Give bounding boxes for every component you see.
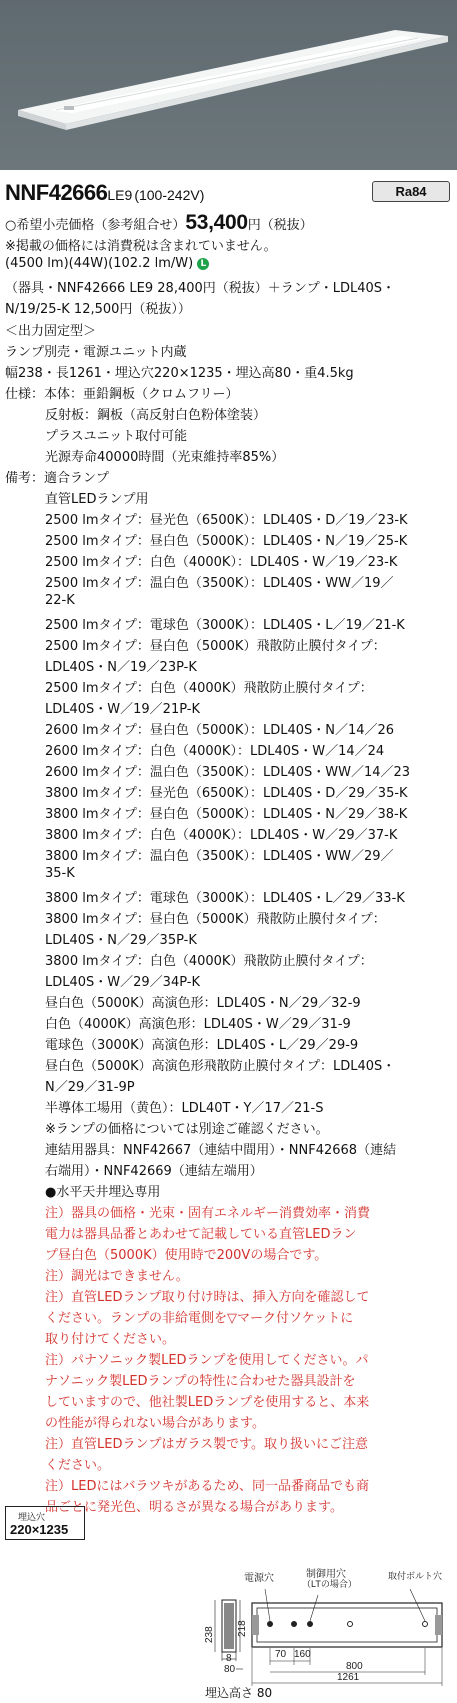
output-type: ＜出力固定型＞: [5, 324, 97, 339]
lamp-line: 3800 lmタイプ：昼光色（6500K）：LDL40S・D／29／35-K: [45, 786, 408, 801]
caution-note: ナソニック製LEDランプの特性に合わせた器具設計を: [45, 1374, 356, 1389]
caution-note: 取り付けてください。: [45, 1332, 176, 1347]
caution-note: 電力は器具品番とあわせて記載している直管LEDラン: [45, 1227, 357, 1242]
lamp-line: 半導体工場用（黄色）：LDL40T・Y／17／21-S: [45, 1101, 324, 1116]
performance-values: (4500 lm)(44W)(102.2 lm/W): [5, 256, 194, 271]
price-value: 53,400: [185, 211, 248, 234]
dim-160: 160: [294, 1649, 311, 1660]
dim-70: 70: [275, 1649, 287, 1660]
performance-specs: [5, 256, 209, 271]
lamp-line: 2500 lmタイプ：昼光色（6500K）：LDL40S・D／19／23-K: [45, 513, 408, 528]
voltage: (100-242V): [134, 187, 205, 203]
caution-note: していますので、他社製LEDランプを使用すると、本来: [45, 1395, 370, 1410]
embed-height-value: 80: [256, 1686, 273, 1700]
lamp-line: 2500 lmタイプ：温白色（3500K）：LDL40S・WW／19／: [45, 576, 394, 591]
lamp-line: 電球色（3000K）高演色形：LDL40S・L／29／29-9: [45, 1038, 359, 1053]
model-suffix: LE9: [107, 187, 133, 203]
leaf-icon: L: [197, 258, 209, 270]
spec-line: 備考：適合ランプ: [5, 471, 110, 486]
lamp-line: LDL40S・N／29／35P-K: [45, 933, 197, 948]
caution-note: 品ごとに発光色、明るさが異なる場合があります。: [45, 1500, 343, 1515]
bolt-hole-label: 取付ボルト穴: [388, 1571, 443, 1581]
price-unit: 円（税抜）: [247, 218, 313, 233]
model-code: NNF42666: [5, 180, 108, 205]
spec-line: 光源寿命40000時間（光束維持率85%）: [45, 450, 285, 465]
caution-note: の性能が得られない場合があります。: [45, 1416, 265, 1431]
lamp-line: 直管LEDランプ用: [45, 492, 149, 507]
lamp-line: 3800 lmタイプ：白色（4000K）飛散防止膜付タイプ：: [45, 954, 373, 969]
caution-note: プ昼白色（5000K）使用時で200Vの場合です。: [45, 1248, 328, 1263]
lamp-line: 2500 lmタイプ：白色（4000K）：LDL40S・W／19／23-K: [45, 555, 398, 570]
product-photo: [0, 0, 457, 170]
lamp-line: 3800 lmタイプ：電球色（3000K）：LDL40S・L／29／33-K: [45, 891, 405, 906]
lamp-line: 昼白色（5000K）高演色形：LDL40S・N／29／32-9: [45, 996, 361, 1011]
cutout-box: [5, 1506, 85, 1540]
model-number: [5, 180, 204, 206]
caution-note: 注）パナソニック製LEDランプを使用してください。パ: [45, 1353, 369, 1368]
embed-height: [205, 1684, 272, 1701]
price-breakdown-2: N/19/25-K 12,500円（税抜））: [5, 302, 191, 317]
ceiling-only: ●水平天井埋込専用: [45, 1185, 161, 1200]
caution-note: 注）直管LEDランプ取り付け時は、挿入方向を確認して: [45, 1290, 370, 1305]
lamp-line: 白色（4000K）高演色形：LDL40S・W／29／31-9: [45, 1017, 351, 1032]
lamp-line: 2500 lmタイプ：白色（4000K）飛散防止膜付タイプ：: [45, 681, 373, 696]
lamp-line: N／29／31-9P: [45, 1080, 135, 1095]
lamp-line: 昼白色（5000K）高演色形飛散防止膜付タイプ：LDL40S・: [45, 1059, 396, 1074]
price-label: ○希望小売価格（参考組合せ）: [5, 218, 186, 233]
lamp-line: LDL40S・N／19／23P-K: [45, 660, 197, 675]
control-hole-label: 制御用穴: [306, 1569, 346, 1580]
spec-line: 仕様：本体：亜鉛鋼板（クロムフリー）: [5, 387, 239, 402]
lamp-line: 2500 lmタイプ：昼白色（5000K）飛散防止膜付タイプ：: [45, 639, 386, 654]
ra-badge: Ra84: [372, 181, 450, 202]
lamp-line: 35-K: [45, 866, 75, 881]
linked-fixtures: 連結用器具：NNF42667（連結中間用）・NNF42668（連結: [45, 1143, 397, 1158]
caution-note: 注）器具の価格・光束・固有エネルギー消費効率・消費: [45, 1206, 371, 1221]
lamp-line: 2600 lmタイプ：昼白色（5000K）：LDL40S・N／14／26: [45, 723, 395, 738]
caution-note: ください。: [45, 1458, 111, 1473]
price-row: [5, 211, 313, 235]
dim-1261: 1261: [337, 1672, 360, 1683]
tax-note: ※掲載の価格には消費税は含まれていません。: [5, 239, 277, 254]
lamp-line: 3800 lmタイプ：昼白色（5000K）飛散防止膜付タイプ：: [45, 912, 386, 927]
lamp-line: 3800 lmタイプ：昼白色（5000K）：LDL40S・N／29／38-K: [45, 807, 408, 822]
spec-line: 幅238・長1261・埋込穴220×1235・埋込高80・重4.5kg: [5, 366, 354, 381]
cutout-label: 埋込穴: [18, 1513, 46, 1523]
caution-note: 注）LEDにはバラツキがあるため、同一品番商品でも商: [45, 1479, 369, 1494]
lamp-line: 2600 lmタイプ：温白色（3500K）：LDL40S・WW／14／23: [45, 765, 411, 780]
lamp-line: 2500 lmタイプ：昼白色（5000K）：LDL40S・N／19／25-K: [45, 534, 408, 549]
cutout-size: 220×1235: [10, 1522, 69, 1537]
caution-note: ください。ランプの非給電側を▽マーク付ソケットに: [45, 1311, 354, 1326]
lamp-line: LDL40S・W／19／21P-K: [45, 702, 200, 717]
linked-fixtures: 右端用）・NNF42669（連結左端用）: [45, 1164, 263, 1179]
spec-line: プラスユニット取付可能: [45, 429, 188, 444]
dim-218: 218: [237, 1620, 248, 1637]
control-hole-note: （LTの場合）: [302, 1579, 357, 1589]
power-hole-label: 電源穴: [244, 1573, 274, 1584]
lamp-line: 3800 lmタイプ：白色（4000K）：LDL40S・W／29／37-K: [45, 828, 398, 843]
spec-line: ランプ別売・電源ユニット内蔵: [5, 345, 187, 360]
lamp-line: 22-K: [45, 593, 75, 608]
lamp-line: 2600 lmタイプ：白色（4000K）：LDL40S・W／14／24: [45, 744, 385, 759]
dimension-diagram: [204, 1565, 457, 1703]
dim-238: 238: [204, 1626, 215, 1643]
caution-note: 注）調光はできません。: [45, 1269, 189, 1284]
embed-height-label: 埋込高さ: [205, 1686, 254, 1700]
dim-8: 8: [226, 1653, 232, 1664]
caution-note: 注）直管LEDランプはガラス製です。取り扱いにご注意: [45, 1437, 369, 1452]
lamp-line: LDL40S・W／29／34P-K: [45, 975, 200, 990]
dim-80: 80: [224, 1664, 236, 1675]
dim-800: 800: [346, 1661, 363, 1672]
lamp-price-note: ※ランプの価格については別途ご確認ください。: [45, 1122, 329, 1137]
lamp-line: 2500 lmタイプ：電球色（3000K）：LDL40S・L／19／21-K: [45, 618, 405, 633]
price-breakdown-1: （器具・NNF42666 LE9 28,400円（税抜）＋ランプ・LDL40S・: [5, 281, 396, 296]
spec-line: 反射板：鋼板（高反射白色粉体塗装）: [45, 408, 267, 423]
lamp-line: 3800 lmタイプ：温白色（3500K）：LDL40S・WW／29／: [45, 849, 394, 864]
